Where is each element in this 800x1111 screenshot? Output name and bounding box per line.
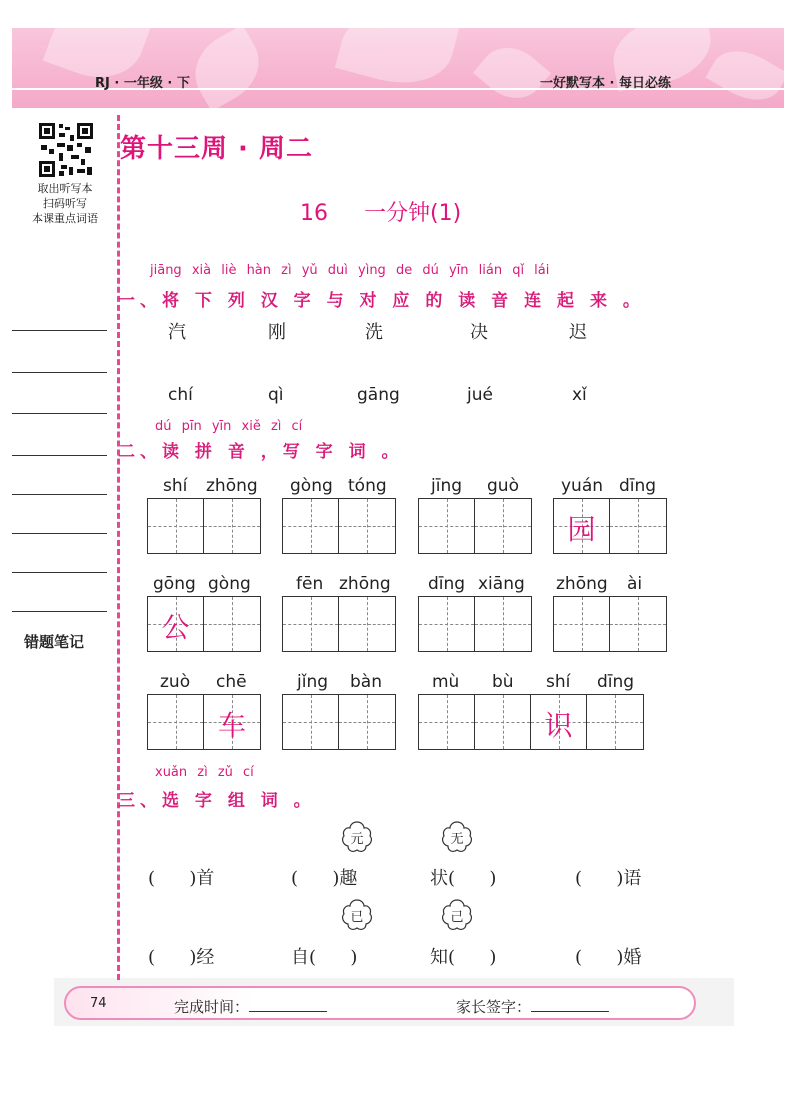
section2-heading: 二、读 拼 音 ，写 字 词 。: [118, 442, 404, 462]
pinyin-item[interactable]: xǐ: [572, 385, 587, 405]
grid-pinyin: jǐng: [297, 672, 329, 692]
section3-heading: 三、选 字 组 词 。: [118, 791, 316, 811]
fill-blank[interactable]: 自( ): [291, 947, 358, 968]
grid-char: 识: [544, 709, 573, 742]
char-grid[interactable]: [282, 498, 396, 554]
fill-blank[interactable]: ( )语: [575, 868, 642, 889]
char-grid[interactable]: [418, 694, 644, 750]
note-line: [12, 413, 107, 414]
qr-code-icon[interactable]: [37, 121, 95, 179]
char-grid[interactable]: [147, 596, 261, 652]
note-line: [12, 611, 107, 612]
char-item[interactable]: 刚: [268, 322, 286, 343]
grid-pinyin: shí: [546, 672, 571, 692]
grid-pinyin: zhōng: [339, 574, 391, 594]
flower-option-icon: [440, 820, 474, 854]
grid-pinyin: yuán: [561, 476, 604, 496]
fill-blank[interactable]: ( )首: [148, 868, 215, 889]
grid-pinyin: xiāng: [478, 574, 525, 594]
char-item[interactable]: 汽: [168, 322, 186, 343]
qr-caption-1: 取出听写本: [37, 182, 93, 195]
note-line: [12, 533, 107, 534]
grid-pinyin: dīng: [619, 476, 657, 496]
fill-blank[interactable]: ( )婚: [575, 947, 642, 968]
parent-signature-field[interactable]: [456, 996, 609, 1017]
pinyin-item[interactable]: gāng: [357, 385, 400, 405]
grid-char: 公: [161, 611, 190, 644]
parent-signature-label: 家长签字：: [456, 998, 532, 1016]
grid-pinyin: chē: [216, 672, 247, 692]
section2-pinyin: dú pīn yīn xiě zì cí: [155, 419, 303, 434]
section1-heading: 一、将 下 列 汉 字 与 对 应 的 读 音 连 起 来 。: [118, 291, 645, 311]
section3-pinyin: xuǎn zì zǔ cí: [155, 765, 254, 780]
grid-char: 车: [217, 709, 246, 742]
char-grid[interactable]: [147, 694, 261, 750]
note-line: [12, 372, 107, 373]
flower-option-icon: [340, 820, 374, 854]
fill-blank[interactable]: ( )经: [148, 947, 215, 968]
fill-blank[interactable]: 知( ): [430, 947, 497, 968]
note-line: [12, 330, 107, 331]
grid-pinyin: tóng: [348, 476, 387, 496]
char-grid[interactable]: [282, 596, 396, 652]
char-grid[interactable]: [282, 694, 396, 750]
completion-time-label: 完成时间：: [174, 998, 250, 1016]
header-banner: [12, 28, 784, 108]
grid-pinyin: jīng: [431, 476, 463, 496]
section1-pinyin: jiāng xià liè hàn zì yǔ duì yìng de dú yīn lián qǐ lái: [150, 263, 550, 278]
option-char: 元: [350, 832, 364, 847]
margin-divider: [117, 115, 120, 980]
grid-pinyin: dīng: [428, 574, 466, 594]
grade-label: RJ · 一年级 · 下: [95, 76, 190, 91]
footer-bar: [64, 986, 696, 1020]
option-char: 无: [450, 832, 464, 847]
note-line: [12, 494, 107, 495]
grid-pinyin: bàn: [350, 672, 382, 692]
series-label: 一好默写本 · 每日必练: [540, 76, 671, 91]
completion-time-field[interactable]: [174, 996, 327, 1017]
grid-pinyin: zuò: [160, 672, 191, 692]
page-number: 74: [90, 996, 107, 1011]
grid-pinyin: guò: [487, 476, 519, 496]
grid-pinyin: shí: [163, 476, 188, 496]
char-grid[interactable]: [553, 498, 667, 554]
grid-pinyin: gòng: [208, 574, 251, 594]
option-char: 已: [350, 910, 364, 925]
char-item[interactable]: 洗: [365, 322, 383, 343]
mistake-notes-label: 错题笔记: [24, 633, 85, 651]
page-title: 第十三周 · 周二: [120, 134, 313, 164]
grid-pinyin: gōng: [153, 574, 196, 594]
lesson-number: 16: [300, 201, 328, 226]
fill-blank[interactable]: ( )趣: [291, 868, 358, 889]
fill-blank[interactable]: 状( ): [430, 868, 497, 889]
char-grid[interactable]: [418, 596, 532, 652]
lesson-title: [300, 196, 461, 227]
char-item[interactable]: 迟: [569, 322, 587, 343]
lesson-name: 一分钟(1): [364, 201, 462, 226]
grid-pinyin: zhōng: [556, 574, 608, 594]
note-line: [12, 572, 107, 573]
char-grid[interactable]: [553, 596, 667, 652]
qr-caption-2: 扫码听写: [43, 197, 87, 210]
grid-pinyin: fēn: [296, 574, 324, 594]
flower-option-icon: [440, 898, 474, 932]
char-grid[interactable]: [418, 498, 532, 554]
pinyin-item[interactable]: jué: [467, 385, 493, 405]
grid-char: 园: [567, 513, 596, 546]
char-item[interactable]: 决: [470, 322, 488, 343]
grid-pinyin: ài: [627, 574, 643, 594]
grid-pinyin: dīng: [597, 672, 635, 692]
grid-pinyin: gòng: [290, 476, 333, 496]
pinyin-item[interactable]: chí: [168, 385, 193, 405]
option-char: 己: [450, 910, 464, 925]
char-grid[interactable]: [147, 498, 261, 554]
grid-pinyin: bù: [492, 672, 514, 692]
note-line: [12, 455, 107, 456]
grid-pinyin: mù: [432, 672, 460, 692]
pinyin-item[interactable]: qì: [268, 385, 284, 405]
qr-caption-3: 本课重点词语: [32, 212, 98, 225]
flower-option-icon: [340, 898, 374, 932]
grid-pinyin: zhōng: [206, 476, 258, 496]
